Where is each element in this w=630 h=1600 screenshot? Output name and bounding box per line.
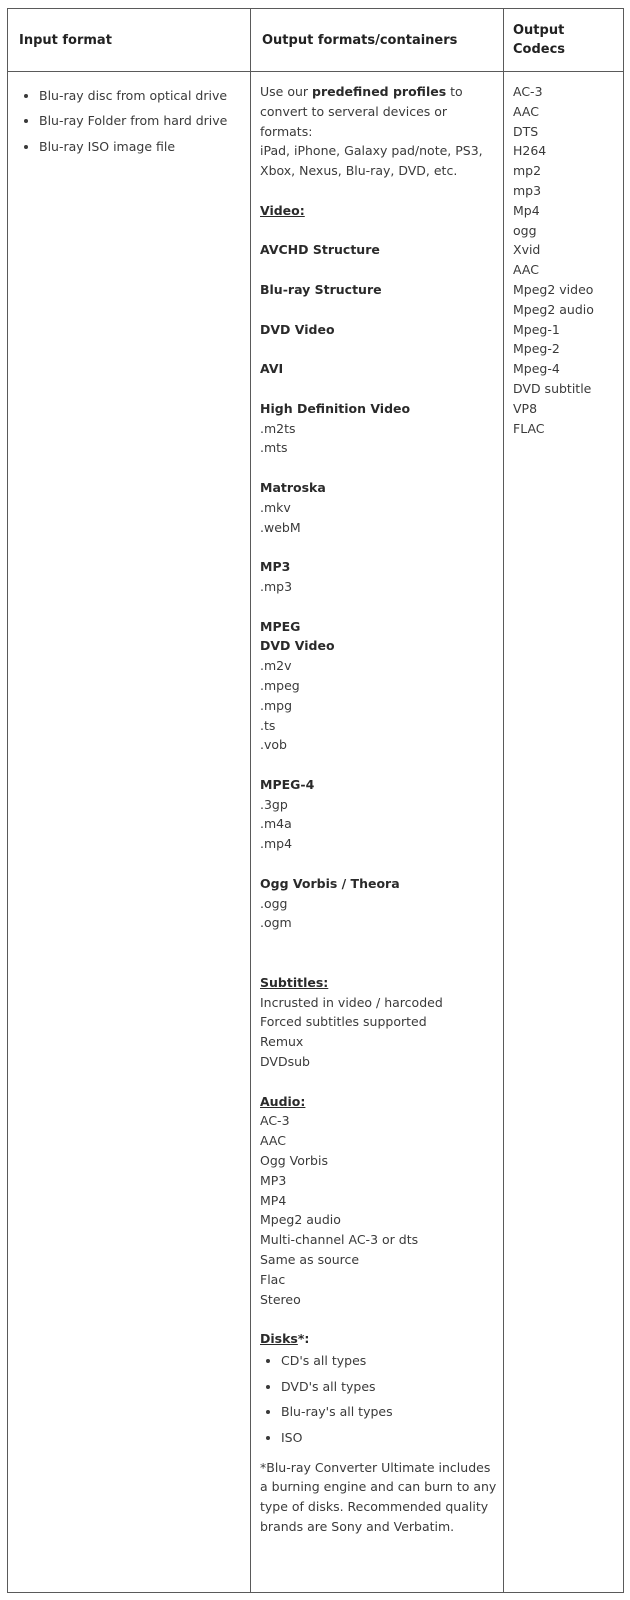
extension-item: .vob <box>260 737 287 753</box>
codec-item: VP8 <box>513 400 538 416</box>
avi-heading: AVI <box>260 361 284 377</box>
codec-item: FLAC <box>513 420 545 436</box>
extension-item: .m4a <box>260 816 292 832</box>
header-input-format: Input format <box>8 9 251 71</box>
list-item: • Blu-ray disc from optical drive <box>39 86 250 106</box>
audio-item: Ogg Vorbis <box>260 1153 328 1169</box>
codec-item: DVD subtitle <box>513 380 592 396</box>
predefined-profiles-text: predefined profiles <box>312 84 447 99</box>
extension-item: .ts <box>260 717 276 733</box>
codec-item: Mpeg-1 <box>513 321 560 337</box>
matroska-heading: Matroska <box>260 479 326 495</box>
header-codecs-line-1: Output <box>513 23 565 38</box>
extension-item: .mp4 <box>260 836 293 852</box>
extension-item: .m2v <box>260 658 292 674</box>
subtitle-item: Forced subtitles supported <box>260 1014 427 1030</box>
devices-text: iPad, iPhone, Galaxy pad/note, PS3, Xbox, Nexus, Blu-ray, DVD, etc. <box>260 143 483 179</box>
audio-heading: Audio: <box>260 1093 306 1109</box>
audio-item: MP4 <box>260 1192 287 1208</box>
codec-item: AC-3 <box>513 84 543 99</box>
video-heading: Video: <box>260 202 305 218</box>
list-item: • Blu-ray's all types <box>281 1402 499 1422</box>
audio-item: AAC <box>260 1133 286 1149</box>
codec-item: H264 <box>513 143 547 159</box>
codec-item: Mpeg2 audio <box>513 301 594 317</box>
input-format-list <box>20 86 250 157</box>
audio-item: MP3 <box>260 1172 287 1188</box>
subtitle-item: Incrusted in video / harcoded <box>260 994 443 1010</box>
header-output-formats: Output formats/containers <box>251 9 504 71</box>
list-item: • ISO <box>281 1428 499 1448</box>
audio-item: Mpeg2 audio <box>260 1212 341 1228</box>
mpeg-dvd-video-heading: DVD Video <box>260 638 335 654</box>
extension-item: .mp3 <box>260 578 293 594</box>
dvd-video-heading: DVD Video <box>260 321 335 337</box>
hd-video-heading: High Definition Video <box>260 400 411 416</box>
header-output-codecs <box>504 9 623 71</box>
extension-item: .ogm <box>260 915 292 931</box>
codec-item: Xvid <box>513 242 541 258</box>
audio-item: Stereo <box>260 1291 301 1307</box>
input-format-cell <box>8 72 251 1592</box>
codec-item: Mpeg-4 <box>513 361 560 377</box>
subtitle-item: DVDsub <box>260 1054 310 1070</box>
audio-item: Flac <box>260 1271 286 1287</box>
subtitle-item: Remux <box>260 1034 304 1050</box>
formats-table <box>7 8 624 1593</box>
codec-item: mp2 <box>513 163 542 179</box>
list-item: • DVD's all types <box>281 1377 499 1397</box>
extension-item: .3gp <box>260 796 288 812</box>
extension-item: .mts <box>260 440 288 456</box>
output-codecs-cell <box>504 72 623 1592</box>
list-item: • Blu-ray Folder from hard drive <box>39 111 250 131</box>
mpeg-heading: MPEG <box>260 618 301 634</box>
disk-list <box>260 1351 499 1448</box>
audio-item: AC-3 <box>260 1113 290 1129</box>
codec-item: mp3 <box>513 182 542 198</box>
table-body-row <box>8 72 623 1592</box>
avchd-heading: AVCHD Structure <box>260 242 380 258</box>
burning-footnote: *Blu-ray Converter Ultimate includes a burning engine and can burn to any type of disks. Recommended quality brands are Sony and Verbatim. <box>260 1459 497 1534</box>
output-formats-cell <box>251 72 504 1592</box>
mpeg4-heading: MPEG-4 <box>260 776 315 792</box>
extension-item: .mkv <box>260 499 291 515</box>
codec-item: Mpeg2 video <box>513 281 594 297</box>
codec-item: Mp4 <box>513 202 540 218</box>
bluray-structure-heading: Blu-ray Structure <box>260 281 382 297</box>
codec-item: ogg <box>513 222 537 238</box>
codec-item: DTS <box>513 123 539 139</box>
disks-heading: Disks*: <box>260 1331 310 1347</box>
extension-item: .m2ts <box>260 420 296 436</box>
extension-item: .mpg <box>260 697 293 713</box>
codec-item: AAC <box>513 262 539 278</box>
mp3-heading: MP3 <box>260 559 291 575</box>
audio-item: Multi-channel AC-3 or dts <box>260 1232 419 1248</box>
table-header-row <box>8 9 623 72</box>
list-item: • CD's all types <box>281 1351 499 1371</box>
extension-item: .webM <box>260 519 301 535</box>
extension-item: .mpeg <box>260 677 300 693</box>
codec-item: Mpeg-2 <box>513 341 560 357</box>
header-codecs-line-2: Codecs <box>513 42 566 57</box>
list-item: • Blu-ray ISO image file <box>39 137 250 157</box>
codec-item: AAC <box>513 103 539 119</box>
intro-text: Use our predefined profiles to convert to serveral devices or formats: <box>260 84 463 139</box>
extension-item: .ogg <box>260 895 288 911</box>
subtitles-heading: Subtitles: <box>260 974 329 990</box>
ogg-heading: Ogg Vorbis / Theora <box>260 875 400 891</box>
audio-item: Same as source <box>260 1252 360 1268</box>
